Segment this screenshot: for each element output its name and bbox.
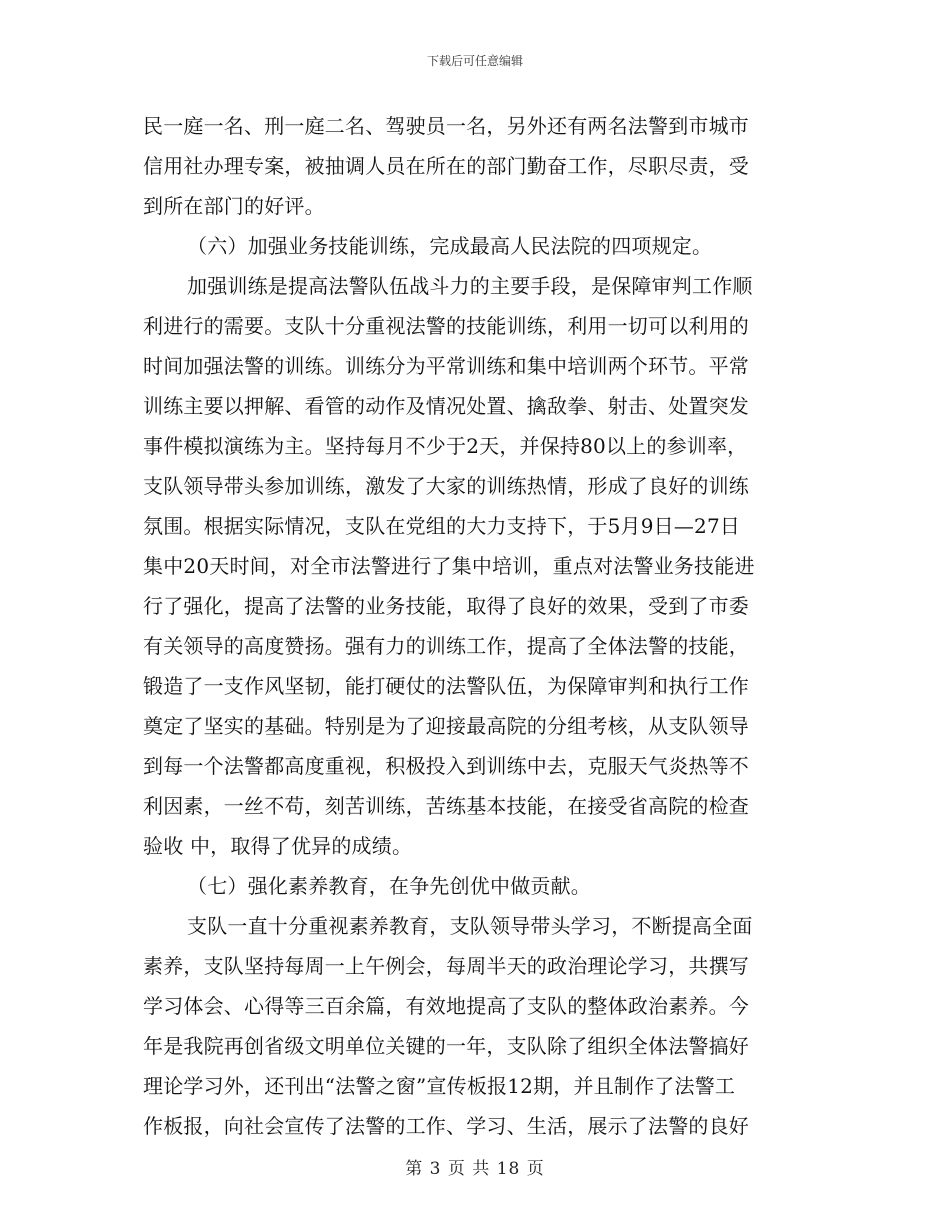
document-body bbox=[143, 106, 795, 1146]
text-line: 有关领导的高度赞扬。强有力的训练工作，提高了全体法警的技能， bbox=[143, 634, 749, 658]
text-line: 作板报，向社会宣传了法警的工作、学习、生活，展示了法警的良好 bbox=[143, 1114, 749, 1138]
text-line: 事件模拟演练为主。坚持每月不少于2天，并保持80以上的参训率， bbox=[143, 434, 748, 458]
page-header: 下载后可任意编辑 bbox=[426, 54, 523, 68]
text-line: 集中20天时间，对全市法警进行了集中培训，重点对法警业务技能进 bbox=[143, 554, 755, 578]
text-line: 素养，支队坚持每周一上午例会，每周半天的政治理论学习，共撰写 bbox=[143, 954, 749, 978]
text-line: 年是我院再创省级文明单位关键的一年，支队除了组织全体法警搞好 bbox=[143, 1034, 749, 1058]
text-line: 验收 中，取得了优异的成绩。 bbox=[143, 834, 413, 858]
text-line: 时间加强法警的训练。训练分为平常训练和集中培训两个环节。平常 bbox=[143, 354, 749, 378]
text-line: 加强训练是提高法警队伍战斗力的主要手段，是保障审判工作顺 bbox=[187, 274, 753, 298]
page-number-footer: 第 3 页 共 18 页 bbox=[405, 1159, 545, 1179]
text-line: 到所在部门的好评。 bbox=[143, 194, 325, 218]
text-line: 利因素，一丝不苟，刻苦训练，苦练基本技能，在接受省高院的检查 bbox=[143, 794, 749, 818]
text-line: 支队领导带头参加训练，激发了大家的训练热情，形成了良好的训练 bbox=[143, 474, 749, 498]
text-line: 行了强化，提高了法警的业务技能，取得了良好的效果，受到了市委 bbox=[143, 594, 749, 618]
text-line: 民一庭一名、刑一庭二名、驾驶员一名，另外还有两名法警到市城市 bbox=[143, 114, 749, 138]
text-line: 支队一直十分重视素养教育，支队领导带头学习，不断提高全面 bbox=[187, 914, 753, 938]
text-line: 奠定了坚实的基础。特别是为了迎接最高院的分组考核，从支队领导 bbox=[143, 714, 749, 738]
text-line: 理论学习外，还刊出“法警之窗”宣传板报12期，并且制作了法警工 bbox=[143, 1074, 736, 1098]
text-line: 信用社办理专案，被抽调人员在所在的部门勤奋工作，尽职尽责，受 bbox=[143, 154, 749, 178]
section-heading-6: （六）加强业务技能训练，完成最高人民法院的四项规定。 bbox=[187, 234, 713, 258]
text-line: 学习体会、心得等三百余篇，有效地提高了支队的整体政治素养。今 bbox=[143, 994, 749, 1018]
text-line: 氛围。根据实际情况，支队在党组的大力支持下，于5月9日—27日 bbox=[143, 514, 741, 538]
text-line: 训练主要以押解、看管的动作及情况处置、擒敌拳、射击、处置突发 bbox=[143, 394, 749, 418]
text-line: 锻造了一支作风坚韧，能打硬仗的法警队伍，为保障审判和执行工作 bbox=[143, 674, 749, 698]
text-line: 利进行的需要。支队十分重视法警的技能训练，利用一切可以利用的 bbox=[143, 314, 749, 338]
section-heading-7: （七）强化素养教育，在争先创优中做贡献。 bbox=[187, 874, 591, 898]
text-line: 到每一个法警都高度重视，积极投入到训练中去，克服天气炎热等不 bbox=[143, 754, 749, 778]
